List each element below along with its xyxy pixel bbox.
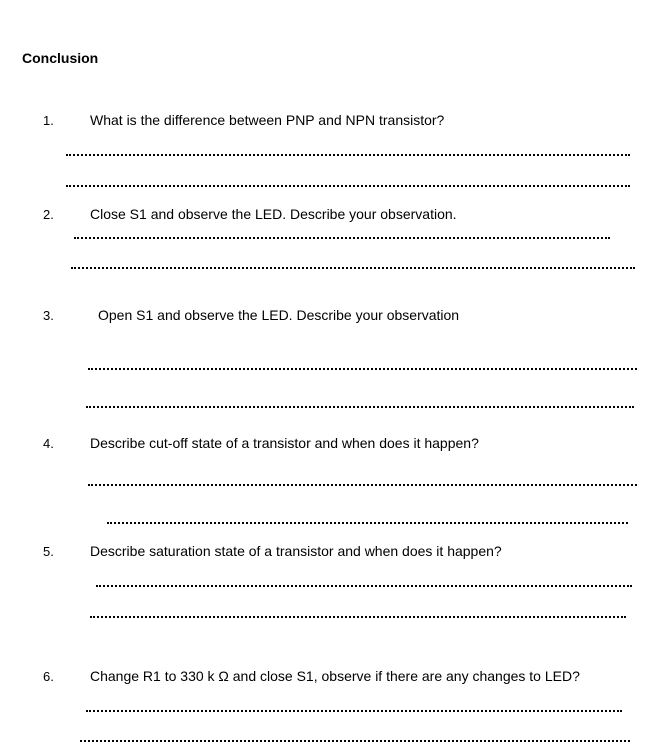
question-2-number: 2. bbox=[43, 207, 54, 222]
answer-line-6b[interactable] bbox=[80, 740, 630, 742]
answer-line-5a[interactable] bbox=[96, 585, 632, 587]
answer-line-2a[interactable] bbox=[74, 237, 610, 239]
answer-line-3a[interactable] bbox=[88, 368, 637, 370]
question-5-number: 5. bbox=[43, 544, 54, 559]
answer-line-3b[interactable] bbox=[86, 406, 634, 408]
answer-line-4a[interactable] bbox=[88, 484, 637, 486]
section-heading: Conclusion bbox=[22, 50, 99, 66]
question-2-text: Close S1 and observe the LED. Describe your observation. bbox=[90, 206, 457, 222]
question-1-number: 1. bbox=[43, 113, 54, 128]
answer-line-4b[interactable] bbox=[107, 522, 628, 524]
question-4-number: 4. bbox=[43, 436, 54, 451]
answer-line-1b[interactable] bbox=[66, 185, 630, 187]
question-4-text: Describe cut-off state of a transistor and when does it happen? bbox=[90, 435, 479, 451]
question-3-text: Open S1 and observe the LED. Describe your observation bbox=[98, 307, 460, 323]
question-5-text: Describe saturation state of a transistor and when does it happen? bbox=[90, 543, 502, 559]
question-6-text: Change R1 to 330 k Ω and close S1, observe if there are any changes to LED? bbox=[90, 668, 580, 684]
question-1-text: What is the difference between PNP and NPN transistor? bbox=[90, 112, 445, 128]
answer-line-2b[interactable] bbox=[71, 267, 635, 269]
question-3-number: 3. bbox=[43, 308, 54, 323]
answer-line-6a[interactable] bbox=[86, 710, 622, 712]
question-6-number: 6. bbox=[43, 669, 54, 684]
answer-line-5b[interactable] bbox=[90, 616, 626, 618]
answer-line-1a[interactable] bbox=[66, 154, 630, 156]
